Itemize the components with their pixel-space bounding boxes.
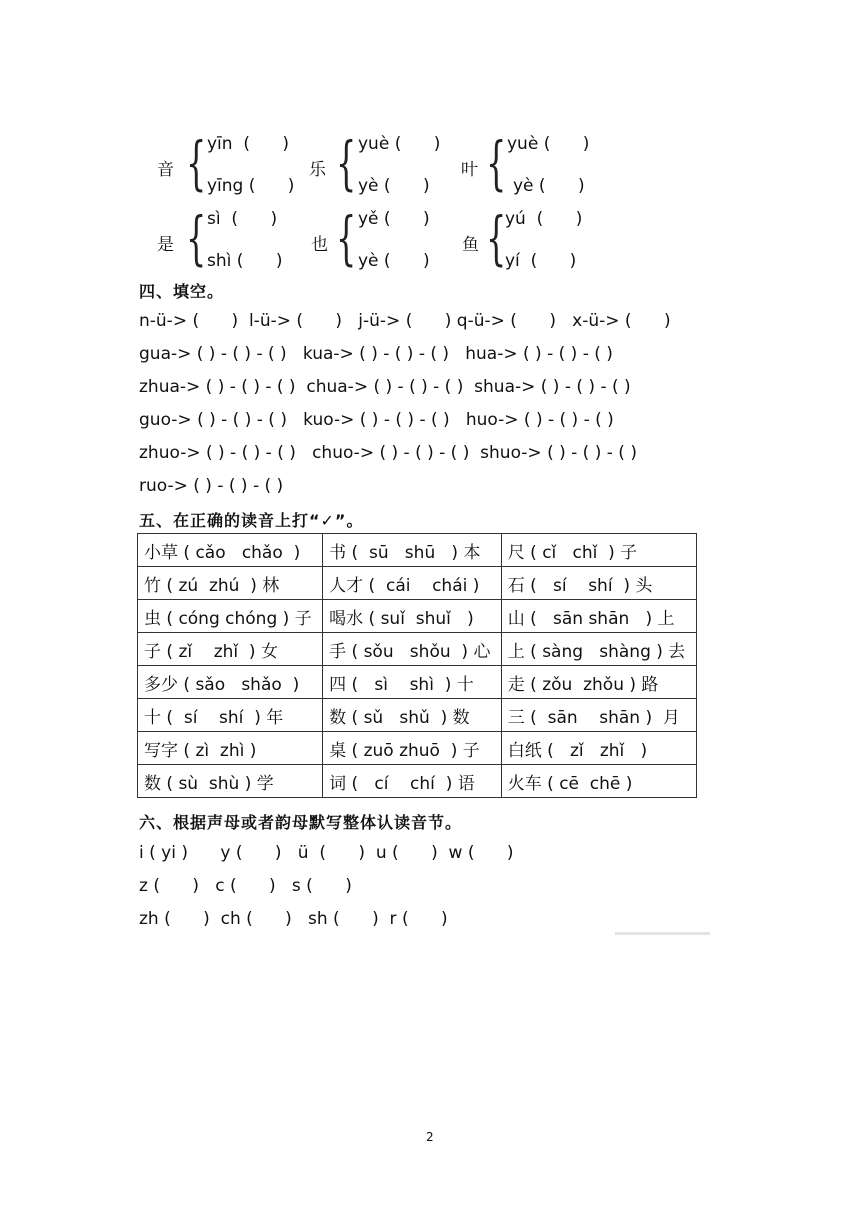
table-cell: 喝水 ( suǐ shuǐ ) [323,600,502,633]
table-cell: 子 ( zǐ zhǐ ) 女 [138,633,323,666]
table-cell: 石 ( sí shí ) 头 [501,567,696,600]
exercise-line: gua-> ( ) - ( ) - ( ) kua-> ( ) - ( ) - ( ) hua-> ( ) - ( ) - ( ) [139,344,613,364]
brace-icon: { [486,204,507,272]
scan-artifact [615,932,710,935]
polyphone-reading: yè ( ) [358,176,430,196]
table-cell: 尺 ( cǐ chǐ ) 子 [501,534,696,567]
polyphone-reading: yuè ( ) [507,134,590,154]
brace-icon: { [336,204,357,272]
polyphone-char: 鱼 [462,235,479,255]
table-row [138,699,697,732]
exercise-line: zh ( ) ch ( ) sh ( ) r ( ) [139,909,448,929]
table-cell: 走 ( zǒu zhǒu ) 路 [501,666,696,699]
table-row [138,732,697,765]
table-cell: 上 ( sàng shàng ) 去 [501,633,696,666]
section-heading: 四、填空。 [139,282,225,301]
brace-icon: { [186,204,207,272]
table-cell: 三 ( sān shān ) 月 [501,699,696,732]
table-cell: 四 ( sì shì ) 十 [323,666,502,699]
table-cell: 数 ( sù shù ) 学 [138,765,323,798]
polyphone-char: 叶 [461,160,478,180]
pronunciation-table [137,533,697,798]
table-cell: 火车 ( cē chē ) [501,765,696,798]
polyphone-reading: yú ( ) [505,209,583,229]
brace-icon: { [486,129,507,197]
table-cell: 数 ( sǔ shǔ ) 数 [323,699,502,732]
section-heading: 六、根据声母或者韵母默写整体认读音节。 [139,813,463,832]
page-number: 2 [426,1130,434,1144]
table-cell: 词 ( cí chí ) 语 [323,765,502,798]
exercise-line: ruo-> ( ) - ( ) - ( ) [139,476,284,496]
polyphone-reading: sì ( ) [207,209,278,229]
polyphone-reading: yīn ( ) [207,134,290,154]
polyphone-reading: yè ( ) [358,251,430,271]
table-cell: 写字 ( zì zhì ) [138,732,323,765]
table-cell: 手 ( sǒu shǒu ) 心 [323,633,502,666]
table-cell: 人才 ( cái chái ) [323,567,502,600]
brace-icon: { [186,129,207,197]
brace-icon: { [336,129,357,197]
table-cell: 山 ( sān shān ) 上 [501,600,696,633]
table-cell: 白纸 ( zǐ zhǐ ) [501,732,696,765]
polyphone-reading: yè ( ) [513,176,585,196]
exercise-line: n-ü-> ( ) l-ü-> ( ) j-ü-> ( ) q-ü-> ( ) x-ü-> ( ) [139,311,671,331]
polyphone-char: 音 [157,160,174,180]
table-row [138,567,697,600]
exercise-line: zhuo-> ( ) - ( ) - ( ) chuo-> ( ) - ( ) - ( ) shuo-> ( ) - ( ) - ( ) [139,443,637,463]
table-cell: 虫 ( cóng chóng ) 子 [138,600,323,633]
polyphone-char: 乐 [309,160,326,180]
polyphone-reading: yí ( ) [505,251,577,271]
table-row [138,765,697,798]
polyphone-reading: yě ( ) [358,209,430,229]
exercise-line: i ( yi ) y ( ) ü ( ) u ( ) w ( ) [139,843,514,863]
polyphone-reading: shì ( ) [207,251,283,271]
table-cell: 竹 ( zú zhú ) 林 [138,567,323,600]
polyphone-reading: yīng ( ) [207,176,295,196]
table-row [138,666,697,699]
table-row [138,633,697,666]
table-cell: 书 ( sū shū ) 本 [323,534,502,567]
exercise-line: z ( ) c ( ) s ( ) [139,876,352,896]
table-cell: 小草 ( cǎo chǎo ) [138,534,323,567]
polyphone-char: 也 [311,235,328,255]
table-cell: 桌 ( zuō zhuō ) 子 [323,732,502,765]
exercise-line: guo-> ( ) - ( ) - ( ) kuo-> ( ) - ( ) - ( ) huo-> ( ) - ( ) - ( ) [139,410,614,430]
exercise-line: zhua-> ( ) - ( ) - ( ) chua-> ( ) - ( ) - ( ) shua-> ( ) - ( ) - ( ) [139,377,631,397]
table-row [138,600,697,633]
polyphone-reading: yuè ( ) [358,134,441,154]
table-row [138,534,697,567]
polyphone-char: 是 [157,235,174,255]
table-cell: 多少 ( sǎo shǎo ) [138,666,323,699]
table-cell: 十 ( sí shí ) 年 [138,699,323,732]
section-heading: 五、在正确的读音上打“✓”。 [139,511,364,530]
